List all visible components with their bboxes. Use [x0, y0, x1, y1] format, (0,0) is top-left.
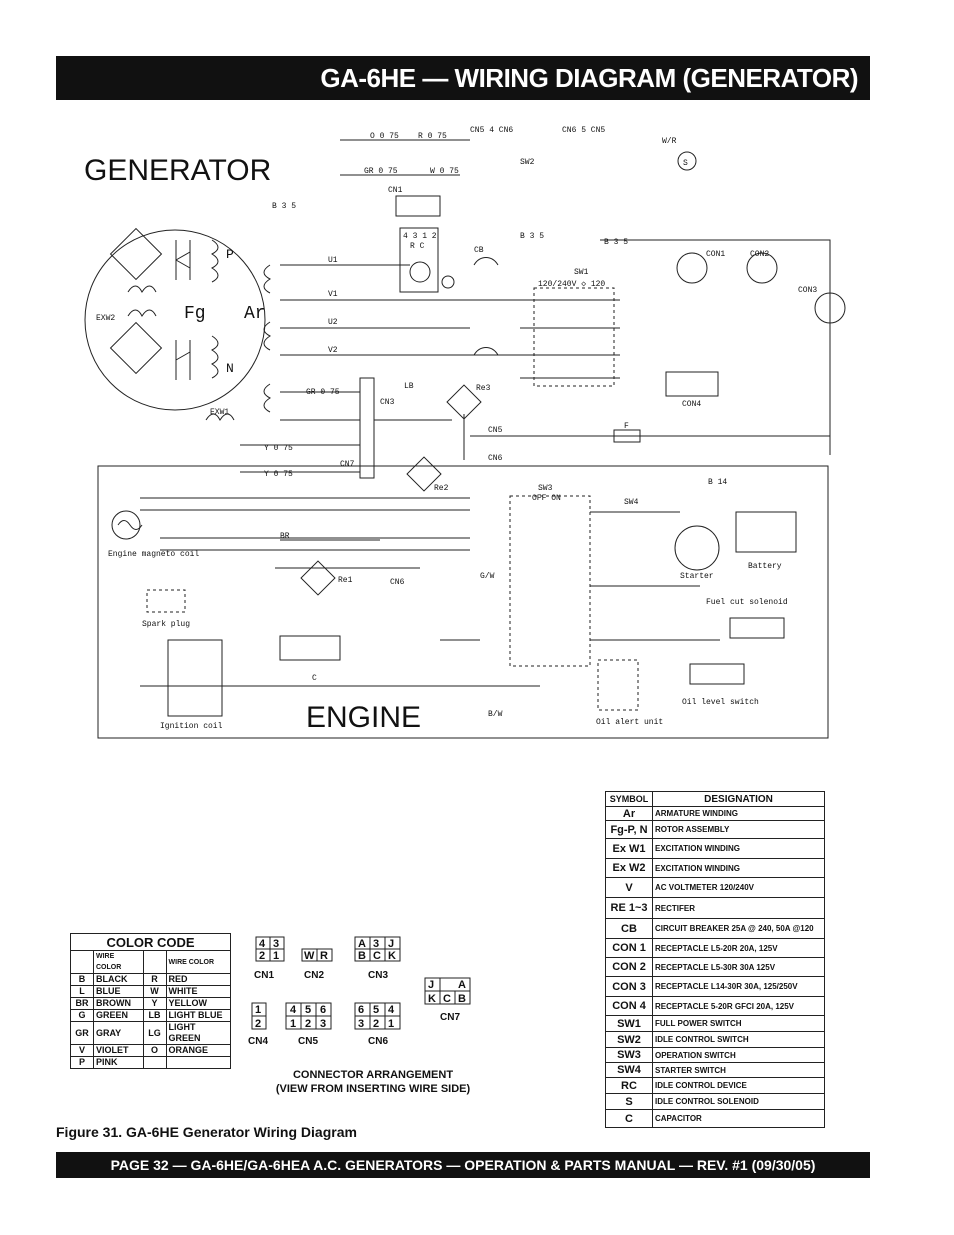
svg-text:CN6: CN6 [390, 578, 405, 587]
connector-cn3 [355, 937, 400, 981]
starter-motor [675, 526, 719, 570]
color-code-table: COLOR CODE WIRE COLOR WIRE COLOR B BLACK R RED L BLUE W WHITE BR BROWN Y YELLOW G GREEN LB LIGHT BLUE GR GRAY LG LIGHT GREEN V VIOLET O ORANGE P PINK [70, 933, 231, 1069]
connector-cn5 [286, 1003, 331, 1047]
table-row: Ex W2 EXCITATION WINDING [606, 859, 825, 878]
bus-lines [520, 240, 830, 455]
svg-text:CON4: CON4 [682, 400, 702, 409]
svg-text:A: A [358, 938, 366, 950]
svg-text:CN5: CN5 [298, 1036, 319, 1047]
svg-text:CB: CB [474, 246, 484, 255]
svg-text:J: J [388, 938, 395, 950]
connector-cn4 [248, 1003, 268, 1047]
table-row: RC IDLE CONTROL DEVICE [606, 1078, 825, 1094]
svg-text:S: S [683, 159, 688, 168]
svg-text:Engine magneto coil: Engine magneto coil [108, 550, 200, 559]
oil-level-switch [690, 664, 744, 684]
symbol-header: SYMBOL [606, 792, 653, 807]
magneto-coil [112, 511, 140, 539]
svg-text:Fg: Fg [184, 304, 206, 324]
svg-text:Re2: Re2 [434, 484, 449, 493]
svg-text:CON2: CON2 [750, 250, 770, 259]
figure-caption: Figure 31. GA-6HE Generator Wiring Diagram [56, 1124, 357, 1140]
fuel-cut-solenoid [730, 618, 784, 638]
svg-text:C: C [373, 950, 381, 962]
svg-text:EXW2: EXW2 [96, 314, 116, 323]
table-row: CON 3 RECEPTACLE L14-30R 30A, 125/250V [606, 977, 825, 997]
svg-text:B 3 5: B 3 5 [520, 232, 545, 241]
svg-text:U2: U2 [328, 318, 338, 327]
svg-text:Fuel cut solenoid: Fuel cut solenoid [706, 598, 788, 607]
svg-text:F: F [624, 422, 629, 431]
svg-text:2: 2 [373, 1018, 380, 1030]
svg-text:BR: BR [280, 532, 290, 541]
svg-text:R C: R C [410, 242, 425, 251]
svg-text:Y 0 75: Y 0 75 [264, 444, 293, 453]
svg-text:Spark plug: Spark plug [142, 620, 191, 629]
svg-text:SW3: SW3 [538, 484, 553, 493]
sw1-box [534, 288, 614, 386]
svg-text:GR 0 75: GR 0 75 [306, 388, 340, 397]
svg-text:Re1: Re1 [338, 576, 353, 585]
svg-text:4: 4 [259, 938, 266, 950]
table-row: V AC VOLTMETER 120/240V [606, 878, 825, 898]
table-row: SW4 STARTER SWITCH [606, 1063, 825, 1078]
svg-text:SW4: SW4 [624, 498, 639, 507]
svg-text:CN1: CN1 [254, 970, 275, 981]
svg-text:P: P [226, 247, 234, 262]
svg-text:C: C [312, 674, 317, 683]
footer-text: PAGE 32 — GA-6HE/GA-6HEA A.C. GENERATORS — OPERATION & PARTS MANUAL — REV. #1 (09/30/05) [110, 1157, 816, 1173]
svg-text:Y 0 75: Y 0 75 [264, 470, 293, 479]
svg-text:1: 1 [255, 1004, 262, 1016]
svg-text:CN6 5 CN5: CN6 5 CN5 [562, 126, 606, 135]
rc-coil [410, 262, 430, 282]
table-row: G GREEN LB LIGHT BLUE [71, 1010, 231, 1022]
svg-text:CON3: CON3 [798, 286, 818, 295]
svg-text:1: 1 [290, 1018, 297, 1030]
svg-text:Ignition coil: Ignition coil [160, 722, 223, 731]
cn3-block [360, 378, 374, 478]
svg-text:Oil alert unit: Oil alert unit [596, 718, 664, 727]
connector-cn7 [425, 978, 470, 1023]
symbol-table [605, 791, 825, 1128]
svg-text:Re3: Re3 [476, 384, 491, 393]
svg-text:6: 6 [358, 1004, 365, 1016]
svg-text:5: 5 [305, 1004, 312, 1016]
svg-text:N: N [226, 361, 234, 376]
rotor-coils [212, 240, 218, 378]
designation-header: DESIGNATION [653, 792, 825, 807]
svg-text:R 0 75: R 0 75 [418, 132, 447, 141]
sw3-box [510, 496, 590, 666]
rectifier-top [111, 229, 162, 280]
spark-plug [147, 590, 185, 612]
table-row: Ex W1 EXCITATION WINDING [606, 839, 825, 859]
battery [736, 512, 796, 552]
generator-label: GENERATOR [84, 154, 272, 187]
connector-cn1 [254, 937, 284, 981]
svg-text:6: 6 [320, 1004, 327, 1016]
svg-text:R: R [320, 950, 328, 962]
stator-coils [264, 265, 270, 412]
svg-text:Ar: Ar [244, 304, 266, 324]
color-code-title: COLOR CODE [71, 934, 231, 951]
svg-text:B 14: B 14 [708, 478, 728, 487]
table-row: C CAPACITOR [606, 1110, 825, 1128]
svg-text:A: A [458, 979, 466, 991]
table-row: P PINK [71, 1057, 231, 1069]
svg-text:U1: U1 [328, 256, 338, 265]
table-row: SW2 IDLE CONTROL SWITCH [606, 1032, 825, 1048]
table-row: CON 1 RECEPTACLE L5-20R 20A, 125V [606, 939, 825, 958]
svg-text:CN7: CN7 [440, 1012, 461, 1023]
svg-text:W 0 75: W 0 75 [430, 167, 459, 176]
table-row: B BLACK R RED [71, 974, 231, 986]
svg-text:B: B [358, 950, 366, 962]
table-row: L BLUE W WHITE [71, 986, 231, 998]
rectifier-bottom [111, 323, 162, 374]
svg-text:CN6: CN6 [488, 454, 503, 463]
svg-text:B 3 5: B 3 5 [272, 202, 297, 211]
table-row: V VIOLET O ORANGE [71, 1045, 231, 1057]
svg-text:GR 0 75: GR 0 75 [364, 167, 398, 176]
svg-text:EXW1: EXW1 [210, 408, 230, 417]
connector-cn6 [355, 1003, 400, 1047]
connector-cn2 [302, 949, 332, 981]
re1-rectifier [301, 561, 335, 595]
svg-text:CON1: CON1 [706, 250, 726, 259]
table-row: BR BROWN Y YELLOW [71, 998, 231, 1010]
svg-text:Starter: Starter [680, 572, 714, 581]
svg-text:4: 4 [388, 1004, 395, 1016]
svg-text:CN1: CN1 [388, 186, 403, 195]
voltmeter [442, 276, 454, 288]
svg-text:4: 4 [290, 1004, 297, 1016]
svg-text:J: J [428, 979, 435, 991]
svg-text:2: 2 [305, 1018, 312, 1030]
cn1-block [396, 196, 440, 216]
svg-text:SW2: SW2 [520, 158, 535, 167]
svg-text:CN4: CN4 [248, 1036, 269, 1047]
page-footer [56, 1152, 870, 1178]
table-row: CON 4 RECEPTACLE 5-20R GFCI 20A, 125V [606, 997, 825, 1016]
svg-text:Oil level switch: Oil level switch [682, 698, 759, 707]
table-row: CON 2 RECEPTACLE L5-30R 30A 125V [606, 958, 825, 977]
engine-label: ENGINE [306, 701, 422, 734]
svg-text:1: 1 [388, 1018, 395, 1030]
circuit-breaker [474, 258, 498, 356]
svg-text:B/W: B/W [488, 710, 503, 719]
page-title: GA-6HE — WIRING DIAGRAM (GENERATOR) [320, 62, 858, 93]
svg-text:K: K [428, 993, 436, 1005]
svg-text:V2: V2 [328, 346, 338, 355]
svg-text:CN3: CN3 [368, 970, 389, 981]
svg-text:3: 3 [320, 1018, 327, 1030]
svg-text:120/240V ◇ 120: 120/240V ◇ 120 [538, 280, 606, 289]
svg-text:C: C [443, 993, 451, 1005]
svg-text:CN2: CN2 [304, 970, 325, 981]
svg-text:5: 5 [373, 1004, 380, 1016]
svg-text:1: 1 [273, 950, 280, 962]
svg-text:CN5: CN5 [488, 426, 503, 435]
table-row: SW3 OPERATION SWITCH [606, 1048, 825, 1063]
table-row: SW1 FULL POWER SWITCH [606, 1016, 825, 1032]
exw2-coil [128, 286, 156, 316]
table-row: CB CIRCUIT BREAKER 25A @ 240, 50A @120 [606, 919, 825, 939]
svg-text:B: B [458, 993, 466, 1005]
svg-text:V1: V1 [328, 290, 338, 299]
svg-text:2: 2 [255, 1018, 262, 1030]
svg-text:O 0 75: O 0 75 [370, 132, 399, 141]
svg-text:SW1: SW1 [574, 268, 589, 277]
svg-text:OFF ON: OFF ON [532, 494, 561, 503]
oil-alert-unit [598, 660, 638, 710]
ignition-coil [168, 640, 222, 716]
svg-text:W: W [304, 950, 315, 962]
excitation-wires [240, 392, 830, 472]
svg-text:Battery: Battery [748, 562, 782, 571]
svg-text:W/R: W/R [662, 137, 677, 146]
table-row: S IDLE CONTROL SOLENOID [606, 1094, 825, 1110]
table-row: GR GRAY LG LIGHT GREEN [71, 1022, 231, 1045]
svg-text:CN5 4 CN6: CN5 4 CN6 [470, 126, 514, 135]
table-row: RE 1~3 RECTIFER [606, 898, 825, 919]
cn4-engine-block [280, 636, 340, 660]
svg-text:CN3: CN3 [380, 398, 395, 407]
table-row: Fg-P, N ROTOR ASSEMBLY [606, 821, 825, 839]
svg-text:3: 3 [373, 938, 380, 950]
con1-receptacle [677, 253, 707, 283]
svg-text:B 3 5: B 3 5 [604, 238, 629, 247]
connector-arrangement-title: CONNECTOR ARRANGEMENT (VIEW FROM INSERTING WIRE SIDE) [275, 1069, 471, 1095]
svg-text:LB: LB [404, 382, 414, 391]
svg-text:3: 3 [358, 1018, 365, 1030]
con4-receptacle [666, 372, 718, 396]
svg-text:CN7: CN7 [340, 460, 355, 469]
svg-text:K: K [388, 950, 396, 962]
svg-text:CN6: CN6 [368, 1036, 389, 1047]
svg-text:G/W: G/W [480, 572, 495, 581]
table-row: Ar ARMATURE WINDING [606, 807, 825, 821]
svg-text:2: 2 [259, 950, 266, 962]
svg-text:3: 3 [273, 938, 280, 950]
sine-glyph [118, 521, 142, 530]
svg-text:4 3 1 2: 4 3 1 2 [403, 232, 437, 241]
